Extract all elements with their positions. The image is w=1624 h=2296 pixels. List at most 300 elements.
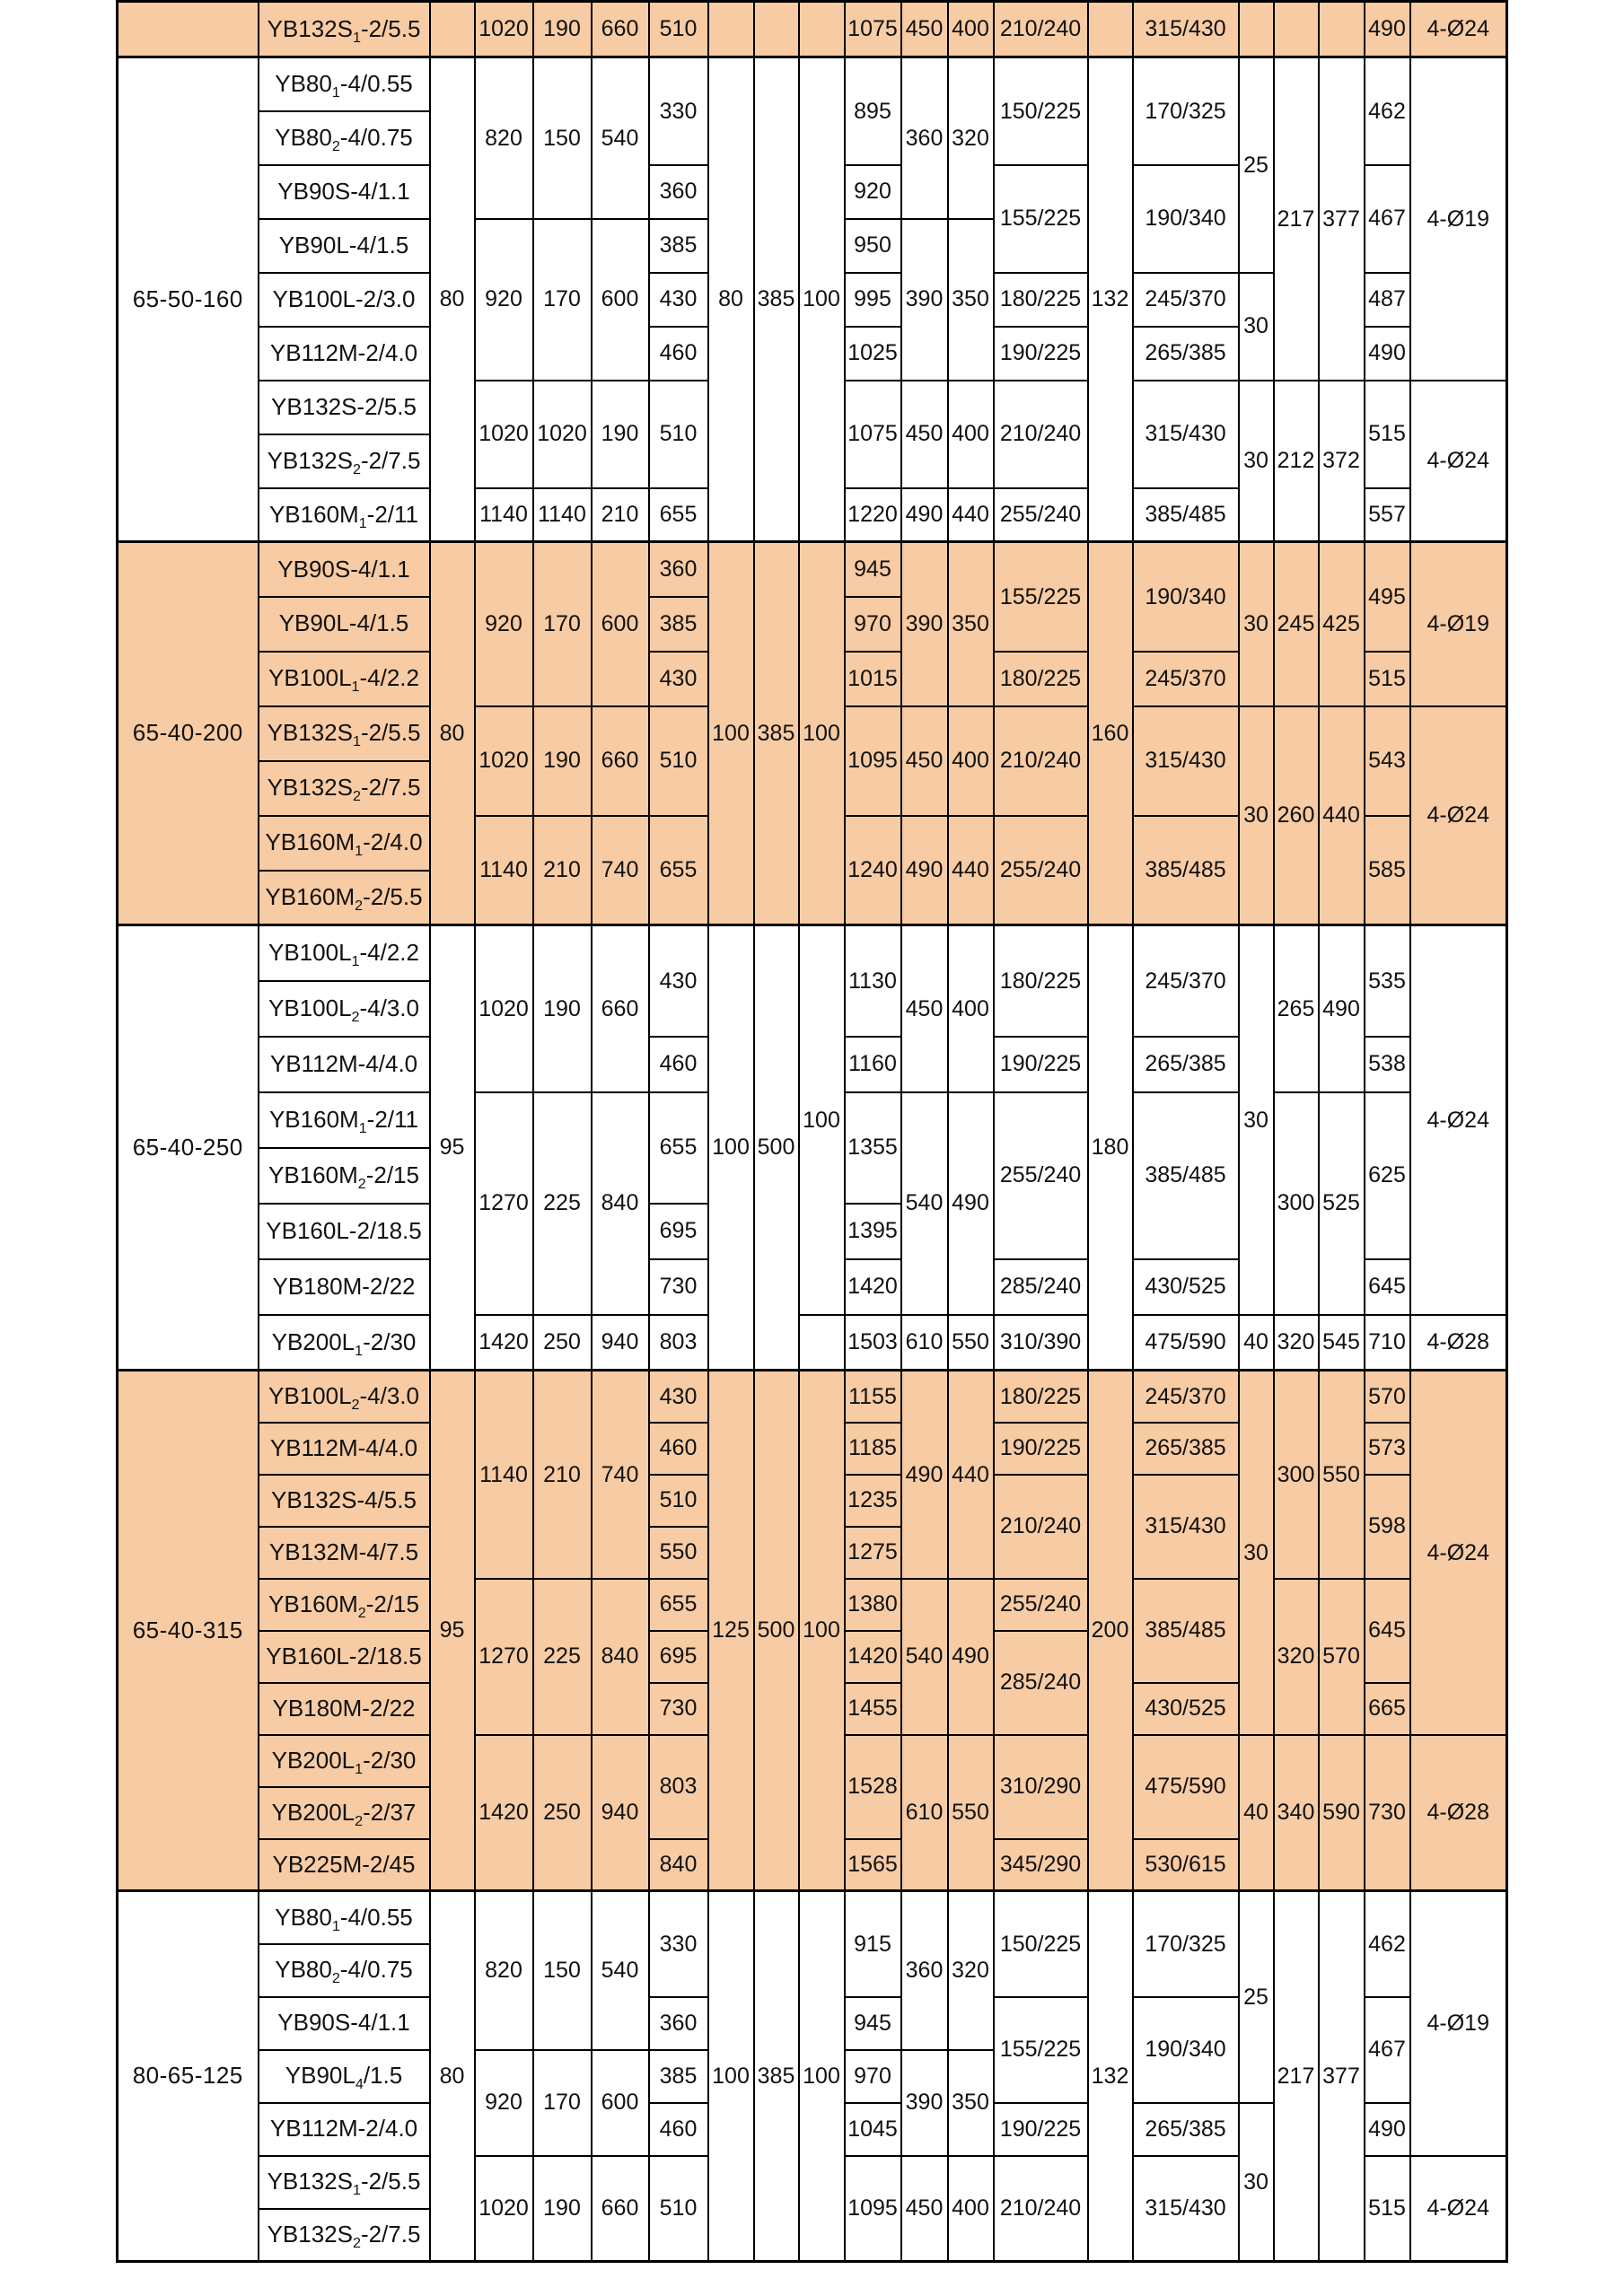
dimension-cell: 100: [799, 925, 845, 1315]
motor-model-cell: $YB132S_2-2/7.5$: [259, 434, 430, 488]
dimension-cell: 460: [649, 327, 708, 381]
dimension-cell: 730: [649, 1259, 708, 1315]
dimension-cell: 255/240: [994, 816, 1088, 925]
dimension-cell: 1420: [845, 1259, 901, 1315]
dimension-cell: 180/225: [994, 1371, 1088, 1423]
dimension-cell: 217: [1274, 57, 1319, 381]
dimension-cell: 625: [1365, 1092, 1410, 1259]
motor-model-cell: YB112M-2/4.0: [259, 2103, 430, 2156]
dimension-cell: 100: [799, 542, 845, 925]
dimension-cell: 245/370: [1133, 1371, 1239, 1423]
dimension-cell: 1140: [475, 1371, 533, 1579]
dimension-cell: 660: [592, 2156, 649, 2262]
empty-cell: [1274, 2, 1319, 57]
dimension-cell: 30: [1239, 2103, 1274, 2262]
motor-model-cell: $YB132S_1-2/5.5$: [259, 2, 430, 57]
dimension-cell: 490: [1365, 2103, 1410, 2156]
dimension-cell: 475/590: [1133, 1735, 1239, 1839]
pump-size-cell: 65-50-160: [118, 57, 259, 542]
table-row: [118, 57, 1507, 111]
dimension-cell: 665: [1365, 1683, 1410, 1735]
motor-model-cell: $YB160M_1-2/11$: [259, 1092, 430, 1148]
dimension-cell: 320: [948, 1891, 994, 2050]
dimension-cell: 950: [845, 219, 901, 273]
dimension-cell: 250: [533, 1315, 592, 1371]
dimension-cell: 390: [901, 219, 948, 381]
dimension-cell: 1528: [845, 1735, 901, 1839]
dimension-cell: 4-Ø24: [1410, 2, 1507, 57]
dimension-cell: 210: [533, 1371, 592, 1579]
dimension-cell: 190/225: [994, 1037, 1088, 1092]
table-row: [118, 1371, 1507, 1423]
dimension-cell: 315/430: [1133, 2, 1239, 57]
dimension-cell: 372: [1319, 381, 1365, 542]
motor-model-cell: $YB132S_1-2/5.5$: [259, 706, 430, 761]
dimension-cell: 730: [1365, 1735, 1410, 1891]
dimension-cell: 1420: [475, 1315, 533, 1371]
dimension-cell: 500: [754, 925, 799, 1371]
dimension-cell: 450: [901, 706, 948, 816]
dimension-cell: 515: [1365, 381, 1410, 488]
dimension-cell: 385/485: [1133, 1579, 1239, 1683]
dimension-cell: 400: [948, 706, 994, 816]
motor-model-cell: YB100L-2/3.0: [259, 273, 430, 327]
dimension-cell: 535: [1365, 925, 1410, 1037]
motor-model-cell: YB112M-2/4.0: [259, 327, 430, 381]
dimension-cell: 430: [649, 273, 708, 327]
dimension-cell: 460: [649, 1423, 708, 1475]
empty-cell: [1088, 2, 1133, 57]
dimension-cell: 450: [901, 2156, 948, 2262]
dimension-cell: 210/240: [994, 381, 1088, 488]
dimension-cell: 212: [1274, 381, 1319, 542]
dimension-cell: 1015: [845, 652, 901, 706]
dimension-cell: 320: [948, 57, 994, 219]
dimension-cell: 515: [1365, 2156, 1410, 2262]
dimension-cell: 125: [708, 1371, 754, 1891]
dimension-cell: 385/485: [1133, 1092, 1239, 1259]
table-row: [118, 1891, 1507, 1944]
dimension-cell: 940: [592, 1315, 649, 1371]
dimension-cell: 400: [948, 2156, 994, 2262]
dimension-cell: 1020: [475, 706, 533, 816]
dimension-cell: 210: [592, 488, 649, 542]
motor-model-cell: $YB160M_1-2/11$: [259, 488, 430, 542]
dimension-cell: 30: [1239, 1371, 1274, 1735]
dimension-cell: 945: [845, 1997, 901, 2050]
dimension-cell: 490: [1319, 925, 1365, 1092]
dimension-cell: 190/225: [994, 327, 1088, 381]
dimension-cell: 285/240: [994, 1631, 1088, 1735]
dimension-cell: 4-Ø24: [1410, 2156, 1507, 2262]
dimension-cell: 245: [1274, 542, 1319, 706]
dimension-cell: 730: [649, 1683, 708, 1735]
pump-size-cell: 65-40-250: [118, 925, 259, 1371]
motor-model-cell: YB112M-4/4.0: [259, 1423, 430, 1475]
dimension-cell: 1140: [475, 488, 533, 542]
dimension-cell: 430/525: [1133, 1683, 1239, 1735]
dimension-cell: 385: [649, 2050, 708, 2103]
empty-cell: [1319, 2, 1365, 57]
dimension-cell: 840: [649, 1839, 708, 1891]
dimension-cell: 150: [533, 57, 592, 219]
dimension-cell: 385: [754, 57, 799, 542]
dimension-cell: 385/485: [1133, 816, 1239, 925]
dimension-cell: 557: [1365, 488, 1410, 542]
pump-size-cell: 65-40-315: [118, 1371, 259, 1891]
dimension-cell: 803: [649, 1735, 708, 1839]
motor-model-cell: $YB100L_2-4/3.0$: [259, 981, 430, 1037]
dimension-cell: 4-Ø19: [1410, 542, 1507, 706]
dimension-cell: 170: [533, 219, 592, 381]
dimension-cell: 1355: [845, 1092, 901, 1204]
dimension-cell: 180: [1088, 925, 1133, 1371]
dimension-cell: 1235: [845, 1475, 901, 1527]
dimension-cell: 330: [649, 57, 708, 165]
dimension-cell: 585: [1365, 816, 1410, 925]
dimension-cell: 820: [475, 1891, 533, 2050]
dimension-cell: 450: [901, 2, 948, 57]
dimension-cell: 245/370: [1133, 273, 1239, 327]
dimension-cell: 1075: [845, 2, 901, 57]
dimension-cell: 540: [901, 1092, 948, 1315]
dimension-cell: 155/225: [994, 542, 1088, 652]
dimension-cell: 1270: [475, 1092, 533, 1315]
motor-model-cell: $YB80_1-4/0.55$: [259, 57, 430, 111]
dimension-cell: 490: [901, 1371, 948, 1579]
dimension-cell: 190/225: [994, 1423, 1088, 1475]
dimension-cell: 500: [754, 1371, 799, 1891]
dimension-cell: 400: [948, 2, 994, 57]
dimension-cell: 360: [901, 57, 948, 219]
dimension-cell: 310/290: [994, 1735, 1088, 1839]
dimension-cell: 1420: [475, 1735, 533, 1891]
dimension-cell: 4-Ø19: [1410, 57, 1507, 381]
table-body: [118, 2, 1507, 2262]
dimension-cell: 467: [1365, 1997, 1410, 2103]
motor-model-cell: YB132S-4/5.5: [259, 1475, 430, 1527]
motor-model-cell: $YB80_2-4/0.75$: [259, 1944, 430, 1997]
motor-model-cell: $YB80_2-4/0.75$: [259, 111, 430, 165]
dimension-cell: 460: [649, 1037, 708, 1092]
dimension-cell: 655: [649, 1092, 708, 1204]
dimension-cell: 660: [592, 925, 649, 1092]
dimension-cell: 840: [592, 1579, 649, 1735]
dimension-cell: 540: [901, 1579, 948, 1735]
dimension-cell: 1270: [475, 1579, 533, 1735]
dimension-cell: 940: [592, 1735, 649, 1891]
dimension-cell: 150/225: [994, 57, 1088, 165]
motor-model-cell: $YB132S_2-2/7.5$: [259, 761, 430, 816]
dimension-cell: 545: [1319, 1315, 1365, 1371]
dimension-cell: 1140: [475, 816, 533, 925]
dimension-cell: 4-Ø24: [1410, 925, 1507, 1315]
dimension-cell: 155/225: [994, 165, 1088, 273]
dimension-cell: 610: [901, 1735, 948, 1891]
table-row: [118, 925, 1507, 981]
dimension-cell: 95: [430, 1371, 475, 1891]
dimension-cell: 450: [901, 925, 948, 1092]
motor-model-cell: YB90L-4/1.5: [259, 219, 430, 273]
motor-model-cell: YB132M-4/7.5: [259, 1527, 430, 1579]
dimension-cell: 4-Ø19: [1410, 1891, 1507, 2156]
dimension-cell: 440: [948, 1371, 994, 1579]
dimension-cell: 598: [1365, 1475, 1410, 1579]
dimension-cell: 315/430: [1133, 706, 1239, 816]
dimension-cell: 540: [592, 1891, 649, 2050]
dimension-cell: 467: [1365, 165, 1410, 273]
motor-model-cell: $YB160M_2-2/15$: [259, 1148, 430, 1204]
motor-model-cell: YB90S-4/1.1: [259, 542, 430, 597]
dimension-cell: 510: [649, 706, 708, 816]
dimension-cell: 385: [649, 219, 708, 273]
dimension-cell: 245/370: [1133, 925, 1239, 1037]
dimension-cell: 100: [708, 925, 754, 1371]
dimension-cell: 225: [533, 1092, 592, 1315]
dimension-cell: 210: [533, 816, 592, 925]
dimension-cell: 320: [1274, 1579, 1319, 1735]
dimension-cell: 4-Ø24: [1410, 381, 1507, 542]
dimension-cell: 100: [708, 1891, 754, 2262]
dimension-cell: 1160: [845, 1037, 901, 1092]
dimension-cell: 210/240: [994, 1475, 1088, 1579]
dimension-cell: 80: [708, 57, 754, 542]
dimension-cell: 170/325: [1133, 1891, 1239, 1997]
dimension-cell: 430: [649, 652, 708, 706]
dimension-cell: 510: [649, 381, 708, 488]
dimension-cell: 360: [649, 165, 708, 219]
dimension-cell: 265/385: [1133, 327, 1239, 381]
dimension-cell: 610: [901, 1315, 948, 1371]
dimension-cell: 1380: [845, 1579, 901, 1631]
dimension-cell: 490: [1365, 2, 1410, 57]
empty-cell: [754, 2, 799, 57]
dimension-cell: 970: [845, 2050, 901, 2103]
dimension-cell: 377: [1319, 1891, 1365, 2262]
dimension-cell: 660: [592, 706, 649, 816]
dimension-cell: 260: [1274, 706, 1319, 925]
dimension-cell: 538: [1365, 1037, 1410, 1092]
dimension-cell: 360: [649, 542, 708, 597]
dimension-cell: 30: [1239, 381, 1274, 542]
dimension-cell: 440: [948, 488, 994, 542]
dimension-cell: 550: [1319, 1371, 1365, 1579]
dimension-cell: 30: [1239, 925, 1274, 1315]
dimension-cell: 390: [901, 542, 948, 706]
dimension-cell: 300: [1274, 1371, 1319, 1579]
dimension-cell: 920: [475, 2050, 533, 2156]
motor-model-cell: YB160L-2/18.5: [259, 1204, 430, 1259]
dimension-cell: 1275: [845, 1527, 901, 1579]
dimension-cell: 255/240: [994, 1579, 1088, 1631]
dimension-cell: 430/525: [1133, 1259, 1239, 1315]
dimension-cell: 30: [1239, 542, 1274, 706]
motor-model-cell: $YB80_1-4/0.55$: [259, 1891, 430, 1944]
motor-model-cell: $YB200L_1-2/30$: [259, 1735, 430, 1787]
dimension-cell: 440: [1319, 706, 1365, 925]
dimension-cell: 645: [1365, 1259, 1410, 1315]
dimension-cell: 740: [592, 816, 649, 925]
motor-model-cell: YB160L-2/18.5: [259, 1631, 430, 1683]
dimension-cell: 495: [1365, 542, 1410, 652]
dimension-cell: 315/430: [1133, 2156, 1239, 2262]
dimension-cell: 570: [1319, 1579, 1365, 1735]
dimension-cell: 515: [1365, 652, 1410, 706]
motor-model-cell: YB132S-2/5.5: [259, 381, 430, 434]
motor-model-cell: $YB200L_1-2/30$: [259, 1315, 430, 1371]
motor-model-cell: $YB132S_2-2/7.5$: [259, 2209, 430, 2262]
motor-model-cell: YB90L-4/1.5: [259, 597, 430, 652]
dimension-cell: 250: [533, 1735, 592, 1891]
dimension-cell: 460: [649, 2103, 708, 2156]
dimension-cell: 543: [1365, 706, 1410, 816]
dimension-cell: 695: [649, 1204, 708, 1259]
dimension-cell: 1020: [475, 2156, 533, 2262]
dimension-cell: 180/225: [994, 273, 1088, 327]
dimension-cell: 190: [533, 925, 592, 1092]
dimension-cell: 345/290: [994, 1839, 1088, 1891]
dimension-cell: 740: [592, 1371, 649, 1579]
motor-model-cell: $YB160M_2-2/15$: [259, 1579, 430, 1631]
dimension-cell: 490: [948, 1579, 994, 1735]
dimension-cell: 190/340: [1133, 542, 1239, 652]
dimension-cell: 155/225: [994, 1997, 1088, 2103]
dimension-cell: 180/225: [994, 652, 1088, 706]
dimension-cell: 655: [649, 488, 708, 542]
dimension-cell: 265/385: [1133, 1423, 1239, 1475]
dimension-cell: 450: [901, 381, 948, 488]
dimension-cell: 315/430: [1133, 381, 1239, 488]
dimension-cell: 840: [592, 1092, 649, 1315]
dimension-cell: 462: [1365, 1891, 1410, 1997]
dimension-cell: 820: [475, 57, 533, 219]
dimension-cell: 475/590: [1133, 1315, 1239, 1371]
dimension-cell: 385: [649, 597, 708, 652]
dimension-cell: 200: [1088, 1371, 1133, 1891]
dimension-cell: 920: [475, 219, 533, 381]
dimension-cell: 265/385: [1133, 2103, 1239, 2156]
dimension-cell: 430: [649, 925, 708, 1037]
dimension-cell: 285/240: [994, 1259, 1088, 1315]
dimension-cell: 210/240: [994, 2156, 1088, 2262]
dimension-cell: 1130: [845, 925, 901, 1037]
dimension-cell: 255/240: [994, 488, 1088, 542]
dimension-cell: 1395: [845, 1204, 901, 1259]
dimension-cell: 300: [1274, 1092, 1319, 1315]
dimension-cell: 540: [592, 57, 649, 219]
dimension-cell: 30: [1239, 706, 1274, 925]
dimension-cell: 1020: [533, 381, 592, 488]
dimension-cell: 995: [845, 273, 901, 327]
empty-cell: [799, 1315, 845, 1371]
dimension-cell: 210/240: [994, 706, 1088, 816]
dimension-cell: 190: [533, 706, 592, 816]
dimension-cell: 100: [799, 1371, 845, 1891]
dimension-cell: 25: [1239, 57, 1274, 273]
dimension-cell: 40: [1239, 1315, 1274, 1371]
dimension-cell: 160: [1088, 542, 1133, 925]
dimension-cell: 320: [1274, 1315, 1319, 1371]
motor-model-cell: $YB100L_1-4/2.2$: [259, 652, 430, 706]
dimension-cell: 510: [649, 1475, 708, 1527]
dimension-cell: 1095: [845, 706, 901, 816]
pump-size-cell: 65-40-200: [118, 542, 259, 925]
dimension-cell: 1025: [845, 327, 901, 381]
dimension-cell: 150/225: [994, 1891, 1088, 1997]
dimension-cell: 1565: [845, 1839, 901, 1891]
dimension-cell: 1045: [845, 2103, 901, 2156]
dimension-cell: 225: [533, 1579, 592, 1735]
dimension-cell: 190: [592, 381, 649, 488]
dimension-cell: 695: [649, 1631, 708, 1683]
dimension-cell: 190/340: [1133, 165, 1239, 273]
dimension-cell: 330: [649, 1891, 708, 1997]
dimension-cell: 550: [948, 1315, 994, 1371]
dimension-cell: 550: [948, 1735, 994, 1891]
dimension-cell: 1020: [475, 381, 533, 488]
motor-model-cell: $YB160M_1-2/4.0$: [259, 816, 430, 871]
dimension-cell: 1220: [845, 488, 901, 542]
dimension-cell: 80: [430, 57, 475, 542]
dimension-cell: 95: [430, 925, 475, 1371]
dimension-cell: 80: [430, 1891, 475, 2262]
table-row: [118, 2, 1507, 57]
dimension-cell: 440: [948, 816, 994, 925]
motor-model-cell: YB225M-2/45: [259, 1839, 430, 1891]
dimension-cell: 340: [1274, 1735, 1319, 1891]
dimension-cell: 550: [649, 1527, 708, 1579]
dimension-cell: 510: [649, 2156, 708, 2262]
pump-dimension-table-wrapper: [116, 0, 1508, 2263]
dimension-cell: 100: [799, 1891, 845, 2262]
dimension-cell: 350: [948, 2050, 994, 2156]
dimension-cell: 660: [592, 2, 649, 57]
dimension-cell: 100: [708, 542, 754, 925]
dimension-cell: 100: [799, 57, 845, 542]
dimension-cell: 180/225: [994, 925, 1088, 1037]
dimension-cell: 510: [649, 2, 708, 57]
dimension-cell: 970: [845, 597, 901, 652]
dimension-cell: 1420: [845, 1631, 901, 1683]
dimension-cell: 1455: [845, 1683, 901, 1735]
dimension-cell: 1503: [845, 1315, 901, 1371]
dimension-cell: 600: [592, 219, 649, 381]
dimension-cell: 400: [948, 925, 994, 1092]
motor-model-cell: YB90S-4/1.1: [259, 1997, 430, 2050]
dimension-cell: 310/390: [994, 1315, 1088, 1371]
dimension-cell: 150: [533, 1891, 592, 2050]
table-row: [118, 1315, 1507, 1371]
dimension-cell: 490: [901, 488, 948, 542]
dimension-cell: 377: [1319, 57, 1365, 381]
dimension-cell: 190: [533, 2, 592, 57]
dimension-cell: 600: [592, 542, 649, 706]
pump-dimension-table: [116, 0, 1508, 2263]
dimension-cell: 400: [948, 381, 994, 488]
dimension-cell: 385: [754, 542, 799, 925]
dimension-cell: 655: [649, 1579, 708, 1631]
dimension-cell: 1240: [845, 816, 901, 925]
dimension-cell: 245/370: [1133, 652, 1239, 706]
pump-size-cell: 80-65-125: [118, 1891, 259, 2262]
dimension-cell: 655: [649, 816, 708, 925]
dimension-cell: 803: [649, 1315, 708, 1371]
dimension-cell: 132: [1088, 57, 1133, 542]
dimension-cell: 190: [533, 2156, 592, 2262]
empty-cell: [799, 2, 845, 57]
dimension-cell: 920: [845, 165, 901, 219]
dimension-cell: 210/240: [994, 2, 1088, 57]
